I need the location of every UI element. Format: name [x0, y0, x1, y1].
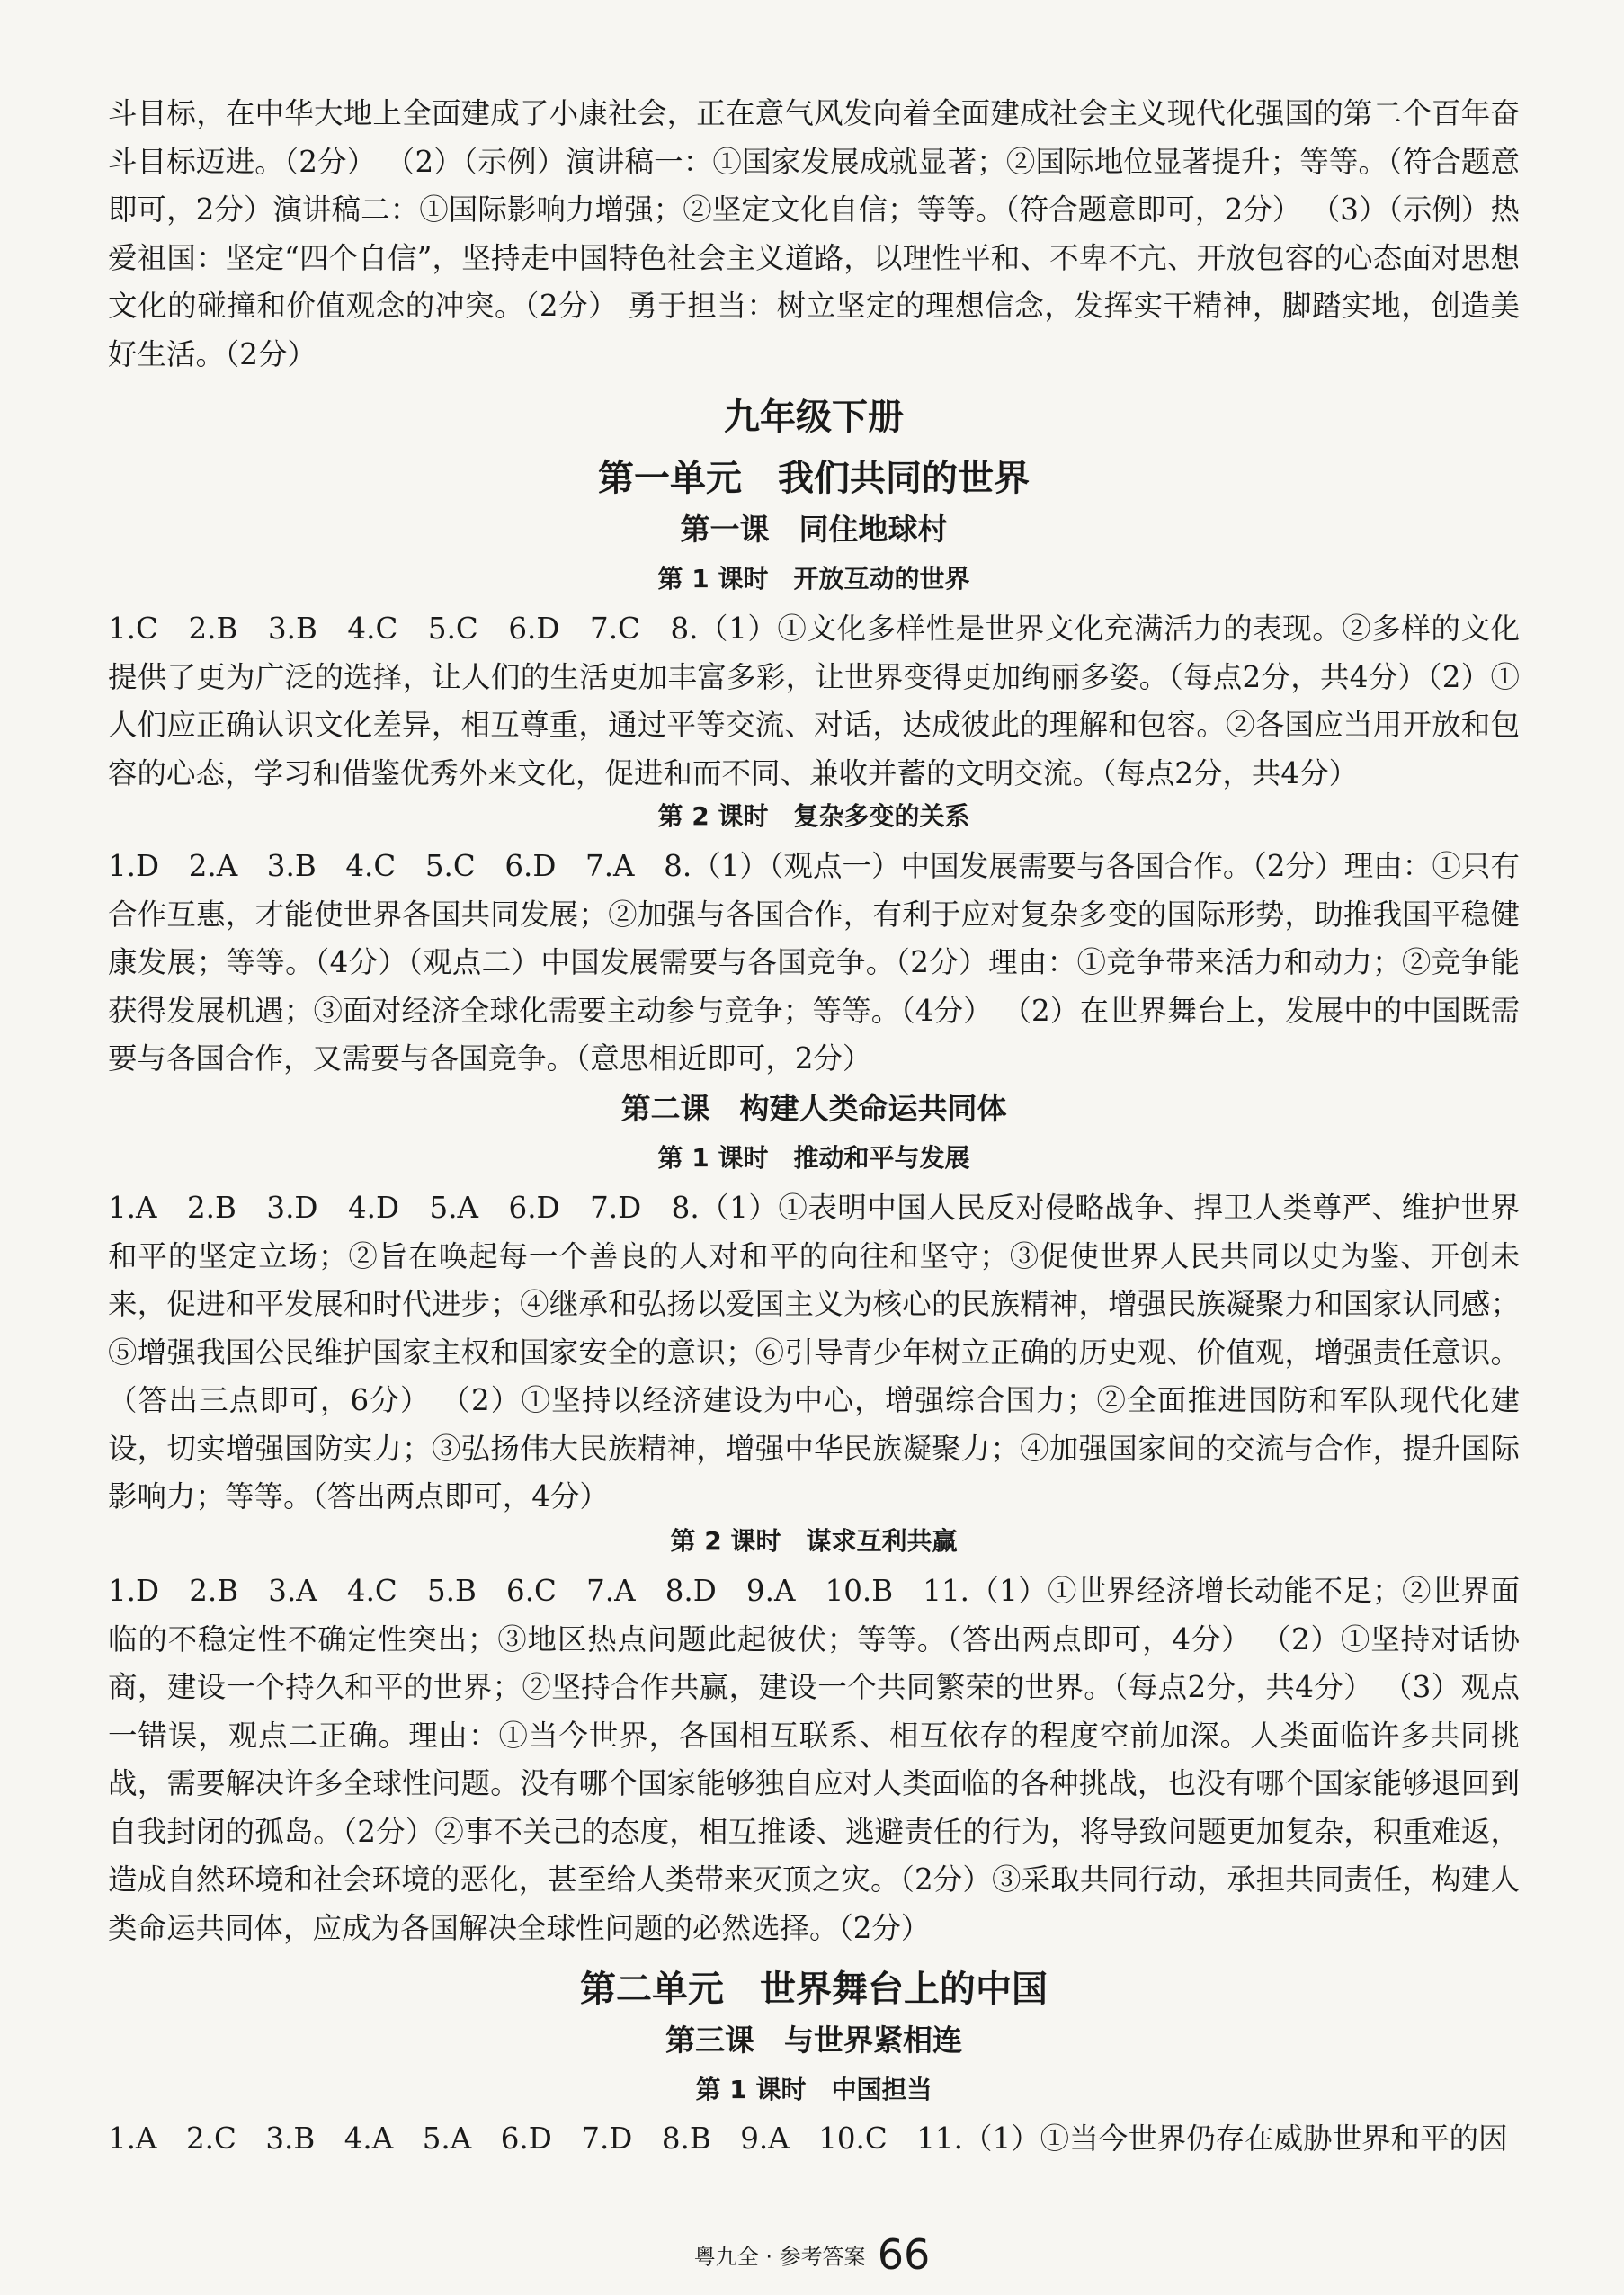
- page-footer: [0, 2230, 1624, 2279]
- lesson1-period2-answers: [108, 843, 1520, 1084]
- lesson1-period1-answers: [108, 605, 1520, 798]
- answer-paragraph: 1.C 2.B 3.B 4.C 5.C 6.D 7.C 8.（1）①文化多样性是世界文化充满活力的表现。②多样的文化提供了更为广泛的选择，让人们的生活更加丰富多彩，让世界变得更加绚丽多姿。（每点2分，共4分）（2）①人们应正确认识文化差异，相互尊重，通过平等交流、对话，达成彼此的理解和包容。②各国应当用开放和包容的心态，学习和借鉴优秀外来文化，促进和而不同、兼收并蓄的文明交流。（每点2分，共4分）: [108, 612, 1520, 790]
- lesson2-period2-title: 第 2 课时 谋求互利共赢: [670, 1526, 958, 1556]
- grade-title: 九年级下册: [724, 397, 904, 438]
- lesson2-title: 第二课 构建人类命运共同体: [620, 1091, 1007, 1126]
- answer-paragraph: 1.D 2.B 3.A 4.C 5.B 6.C 7.A 8.D 9.A 10.B 11.（1）①世界经济增长动能不足；②世界面临的不稳定性不确定性突出；③地区热点问题此起彼伏；等等。（答出两点即可，4分） （2）①坚持对话协商，建设一个持久和平的世界；②坚持合作共赢，建设一个共同繁荣的世界。（每点2分，共4分） （3）观点一错误，观点二正确。理由：①当今世界，各国相互联系、相互依存的程度空前加深。人类面临许多共同挑战，需要解决许多全球性问题。没有哪个国家能够独自应对人类面临的各种挑战，也没有哪个国家能够退回到自我封闭的孤岛。（2分）②事不关己的态度，相互推诿、逃避责任的行为，将导致问题更加复杂，积重难返，造成自然环境和社会环境的恶化，甚至给人类带来灭顶之灾。（2分）③采取共同行动，承担共同责任，构建人类命运共同体，应成为各国解决全球性问题的必然选择。（2分）: [108, 1574, 1520, 1945]
- intro-paragraph: 斗目标，在中华大地上全面建成了小康社会，正在意气风发向着全面建成社会主义现代化强国的第二个百年奋斗目标迈进。（2分） （2）（示例）演讲稿一：①国家发展成就显著；②国际地位显著提升；等等。（符合题意即可，2分）演讲稿二：①国际影响力增强；②坚定文化自信；等等。（符合题意即可，2分） （3）（示例）热爱祖国：坚定“四个自信”，坚持走中国特色社会主义道路，以理性平和、不卑不亢、开放包容的心态面对思想文化的碰撞和价值观念的冲突。（2分） 勇于担当：树立坚定的理想信念，发挥实干精神，脚踏实地，创造美好生活。（2分）: [108, 96, 1520, 371]
- lesson1-period1-title: 第 1 课时 开放互动的世界: [657, 564, 970, 594]
- lesson1-title: 第一课 同住地球村: [680, 512, 948, 547]
- unit1-title: 第一单元 我们共同的世界: [598, 458, 1030, 499]
- answer-paragraph: 1.A 2.B 3.D 4.D 5.A 6.D 7.D 8.（1）①表明中国人民反对侵略战争、捍卫人类尊严、维护世界和平的坚定立场；②旨在唤起每一个善良的人对和平的向往和坚守；③促使世界人民共同以史为鉴、开创未来，促进和平发展和时代进步；④继承和弘扬以爱国主义为核心的民族精神，增强民族凝聚力和国家认同感；⑤增强我国公民维护国家主权和国家安全的意识；⑥引导青少年树立正确的历史观、价值观，增强责任意识。（答出三点即可，6分） （2）①坚持以经济建设为中心，增强综合国力；②全面推进国防和军队现代化建设，切实增强国防实力；③弘扬伟大民族精神，增强中华民族凝聚力；④加强国家间的交流与合作，提升国际影响力；等等。（答出两点即可，4分）: [108, 1191, 1520, 1514]
- intro-section: [108, 90, 1520, 379]
- lesson3-period1-answers: [108, 2115, 1520, 2164]
- answer-paragraph: 1.D 2.A 3.B 4.C 5.C 6.D 7.A 8.（1）（观点一）中国发展需要与各国合作。（2分）理由：①只有合作互惠，才能使世界各国共同发展；②加强与各国合作，有利于应对复杂多变的国际形势，助推我国平稳健康发展；等等。（4分）（观点二）中国发展需要与各国竞争。（2分）理由：①竞争带来活力和动力；②竞争能获得发展机遇；③面对经济全球化需要主动参与竞争；等等。（4分） （2）在世界舞台上，发展中的中国既需要与各国合作，又需要与各国竞争。（意思相近即可，2分）: [108, 849, 1520, 1076]
- answer-paragraph: 1.A 2.C 3.B 4.A 5.A 6.D 7.D 8.B 9.A 10.C 11.（1）①当今世界仍存在威胁世界和平的因: [108, 2121, 1508, 2156]
- page-number: 66: [877, 2230, 931, 2279]
- lesson2-period2-answers: [108, 1567, 1520, 1952]
- lesson3-period1-title: 第 1 课时 中国担当: [695, 2075, 932, 2104]
- footer-label: 粤九全 · 参考答案: [693, 2244, 866, 2270]
- lesson1-period2-title: 第 2 课时 复杂多变的关系: [657, 801, 970, 831]
- lesson3-title: 第三课 与世界紧相连: [665, 2023, 962, 2058]
- unit2-title: 第二单元 世界舞台上的中国: [580, 1969, 1048, 2010]
- lesson2-period1-title: 第 1 课时 推动和平与发展: [657, 1143, 970, 1173]
- lesson2-period1-answers: [108, 1184, 1520, 1522]
